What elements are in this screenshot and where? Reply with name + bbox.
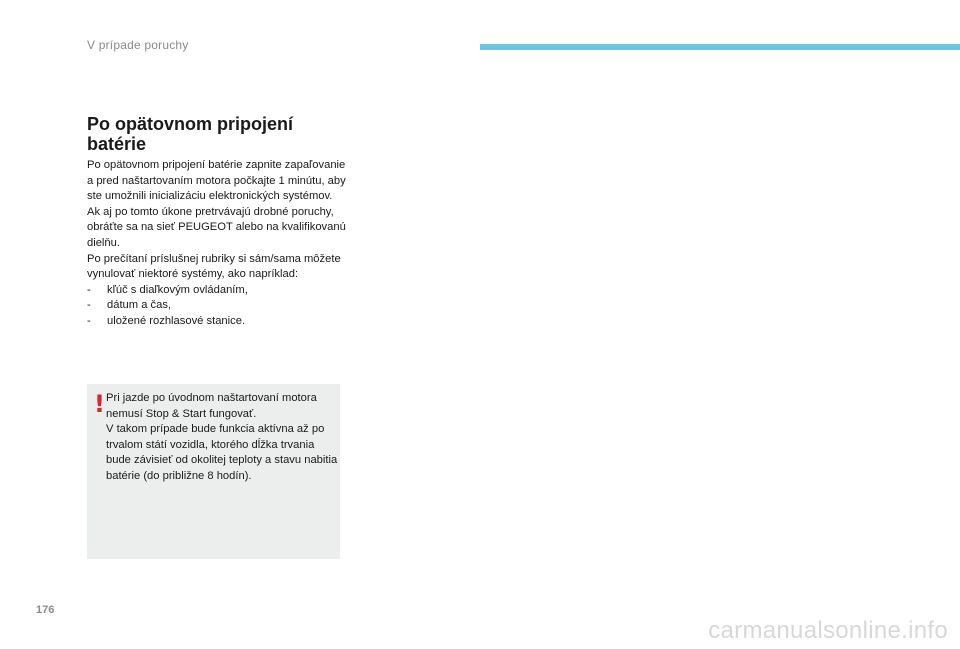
chapter-title: V prípade poruchy bbox=[87, 38, 189, 52]
list-item bbox=[87, 283, 349, 299]
paragraph-reconnect: Po opätovnom pripojení batérie zapnite zapaľovanie a pred naštartovaním motora počkajte 1 minútu, aby ste umožnili inicializáciu elektronických systémov. bbox=[87, 159, 346, 203]
warning-exclamation-icon: ! bbox=[94, 390, 105, 418]
list-item-text: dátum a čas, bbox=[107, 299, 172, 312]
warning-text bbox=[106, 391, 338, 485]
page-number: 176 bbox=[36, 604, 55, 616]
section-body bbox=[87, 158, 349, 330]
paragraph-reset: Po prečítaní príslušnej rubriky si sám/sama môžete vynulovať niektoré systémy, ako napríklad: bbox=[87, 252, 341, 281]
list-item bbox=[87, 314, 349, 330]
list-dash: - bbox=[87, 299, 91, 312]
list-item-text: kľúč s diaľkovým ovládaním, bbox=[107, 283, 248, 296]
paragraph-faults: Ak aj po tomto úkone pretrvávajú drobné poruchy, obráťte sa na sieť PEUGEOT alebo na kvalifikovanú dielňu. bbox=[87, 205, 346, 249]
section-title-line2: batérie bbox=[87, 134, 147, 154]
list-dash: - bbox=[87, 283, 91, 296]
warning-paragraph-conditions: V takom prípade bude funkcia aktívna až po trvalom státí vozidla, ktorého dĺžka trvania bude závisieť od okolitej teploty a stavu nabitia batérie (do približne 8 hodín). bbox=[106, 423, 338, 482]
list-item bbox=[87, 298, 349, 314]
list-dash: - bbox=[87, 314, 91, 327]
list-item-text: uložené rozhlasové stanice. bbox=[107, 314, 246, 327]
section-title bbox=[87, 114, 347, 154]
reset-systems-list bbox=[87, 283, 349, 330]
warning-box bbox=[87, 384, 340, 559]
chapter-accent-bar bbox=[480, 44, 960, 50]
site-watermark: carmanualsonline.info bbox=[708, 617, 948, 644]
warning-paragraph-stop-start: Pri jazde po úvodnom naštartovaní motora nemusí Stop & Start fungovať. bbox=[106, 392, 317, 420]
section-title-line1: Po opätovnom pripojení bbox=[87, 114, 293, 134]
